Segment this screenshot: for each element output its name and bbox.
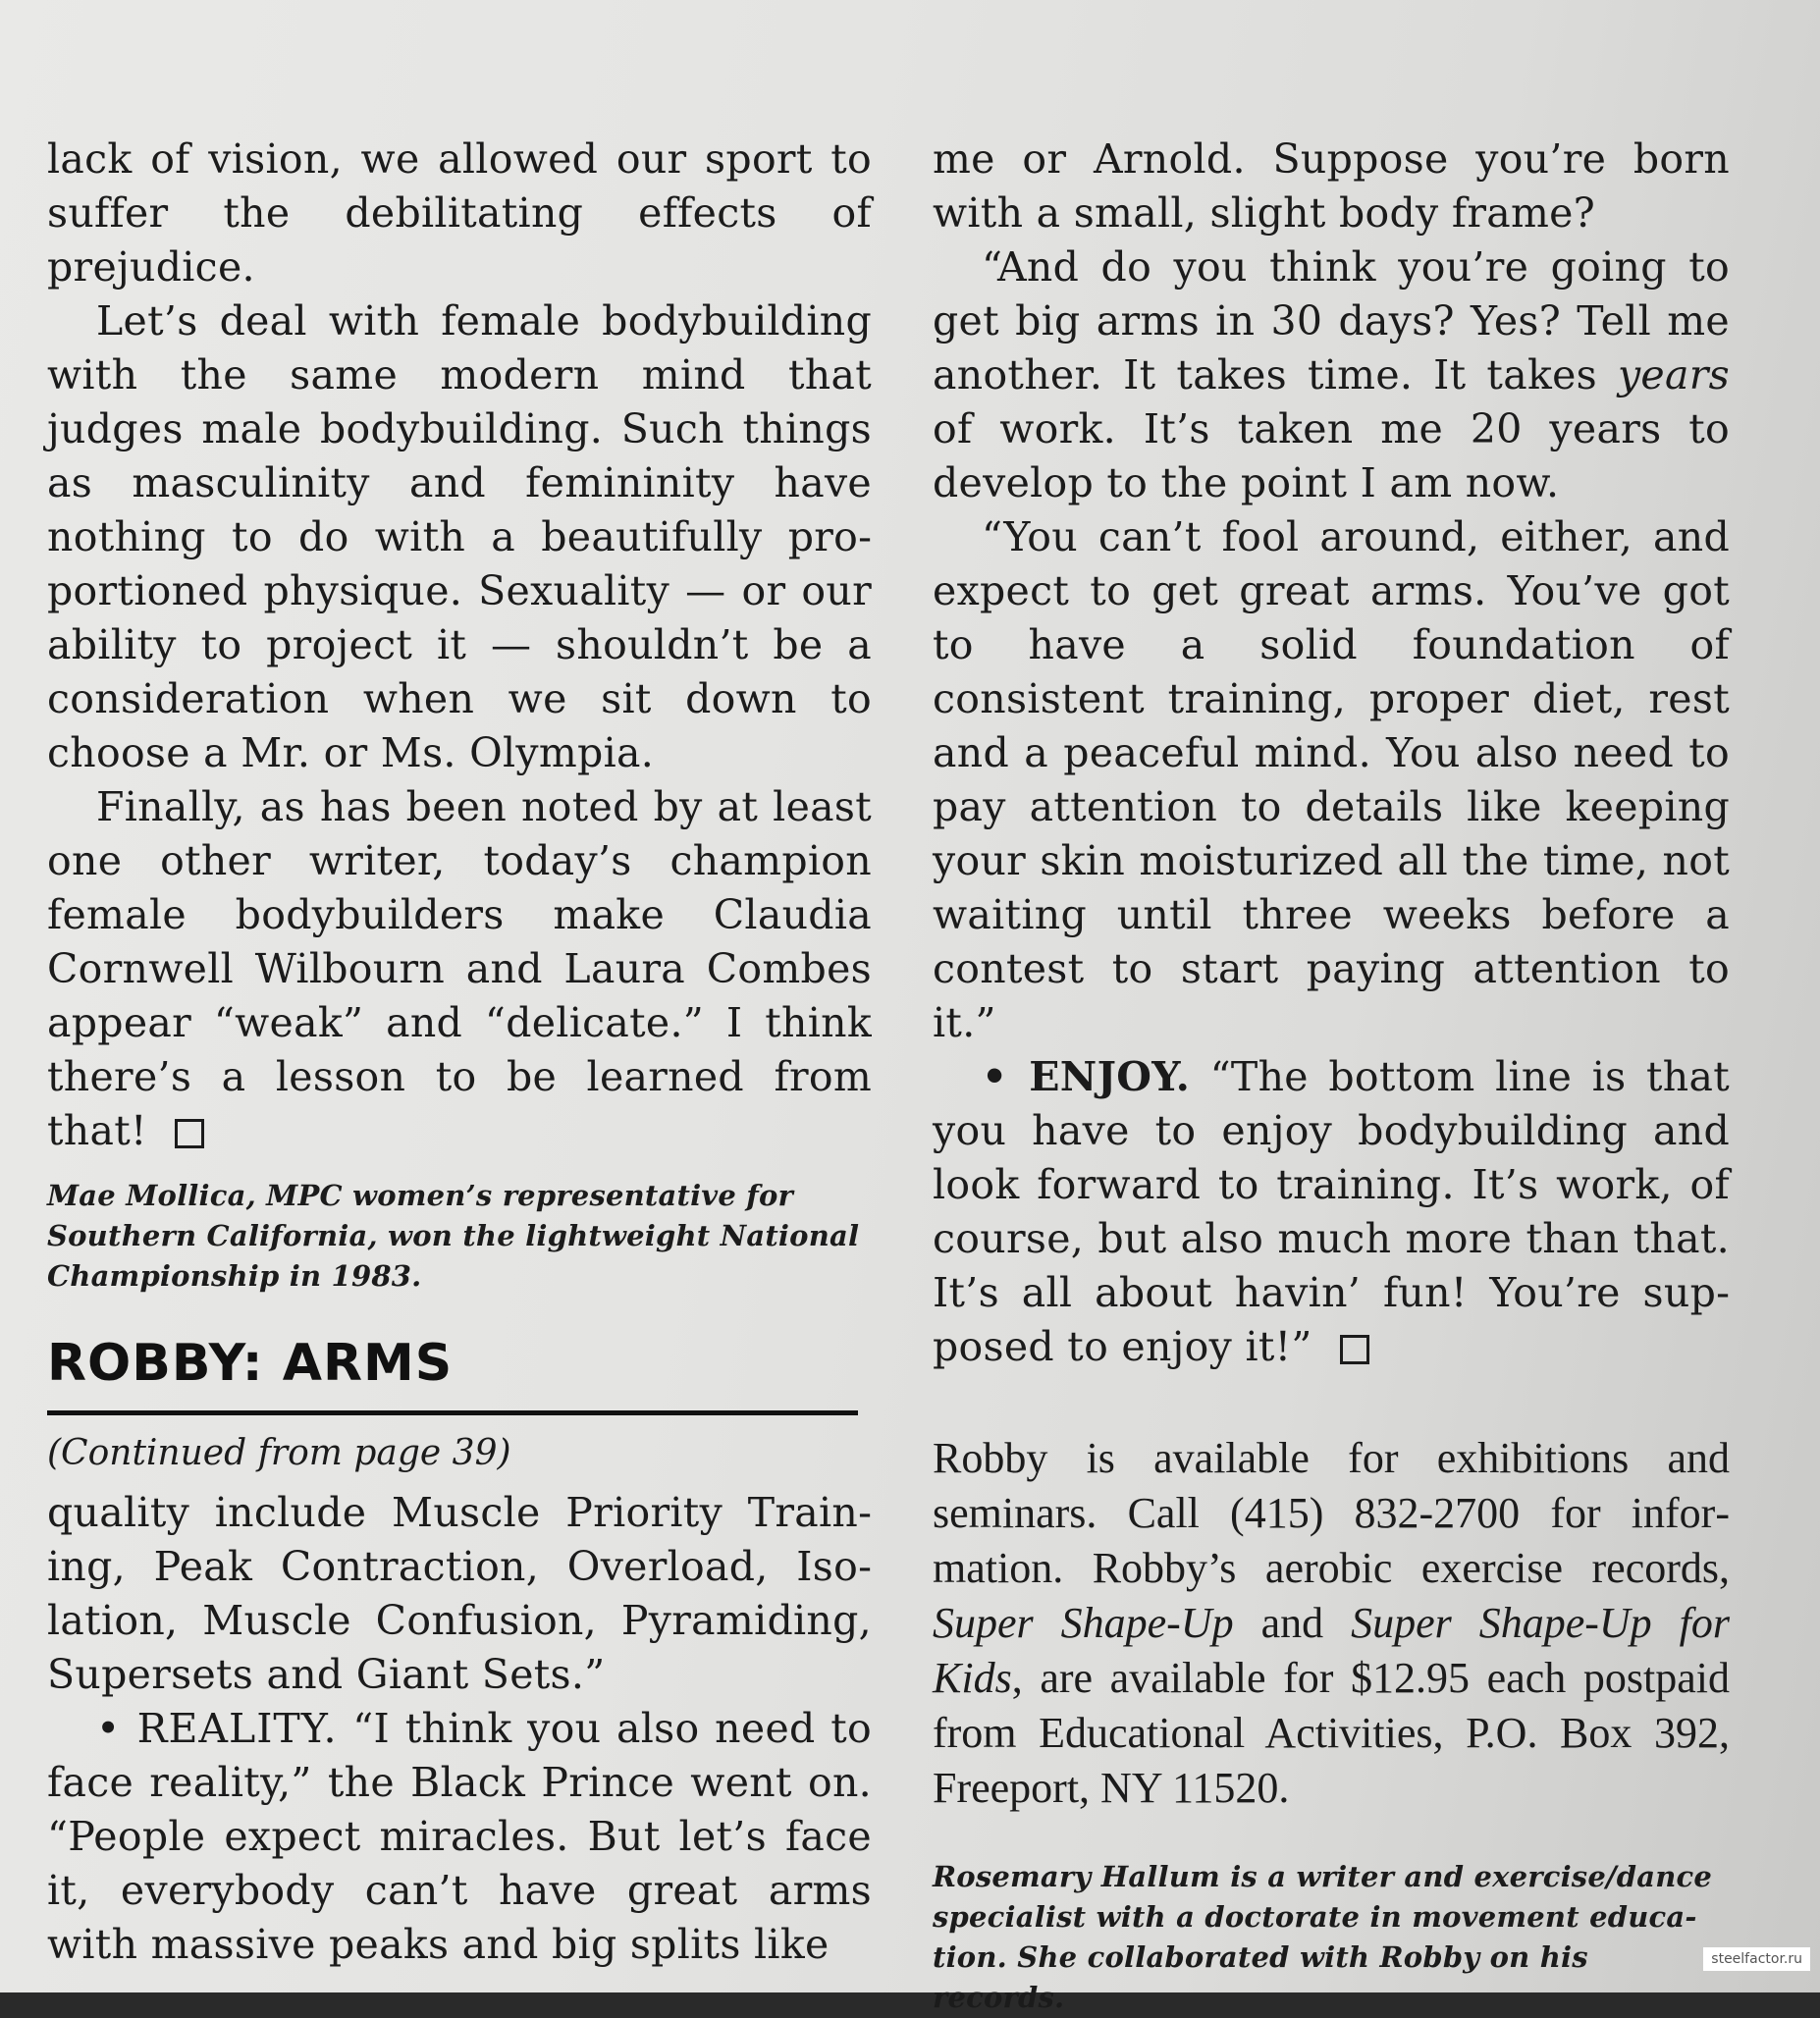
author-bio-mollica: Mae Mollica, MPC women’s representative for Southern California, won the lightweight National Championship in 1983. [47, 1179, 860, 1293]
reality-lead-in: • REALITY. [96, 1705, 338, 1752]
end-mark-icon [1340, 1335, 1369, 1364]
big-arms-text-end: of work. It’s taken me 20 years to develop to the point I am now. [933, 405, 1730, 506]
paragraph-training-principles: quality include Muscle Priority Training, Peak Contraction, Overload, Isolation, Muscle Confusion, Pyramiding, Supersets and Giant Sets.” [47, 1489, 872, 1698]
continued-from-note: (Continued from page 39) [47, 1433, 511, 1473]
availability-text-start: Robby is available for exhibitions and seminars. Call (415) 832-2700 for information. Robby’s aerobic exercise records, [933, 1434, 1730, 1592]
watermark: steelfactor.ru [1703, 1947, 1810, 1971]
author-bio-hallum: Rosemary Hallum is a writer and exercise/dance specialist with a doctorate in movement education. She collaborated with Robby on his records. [933, 1860, 1713, 2014]
record-title-super-shape-up-kids: Super Shape-Up for Kids [933, 1599, 1731, 1702]
availability-info [933, 1431, 1730, 1816]
enjoy-lead-in: • ENJOY. [982, 1053, 1191, 1100]
paragraph-big-arms [933, 240, 1730, 510]
emphasis-years: years [1617, 351, 1730, 398]
big-arms-text-start: “And do you think you’re going to get big arms in 30 days? Yes? Tell me another. It takes time. It takes [933, 243, 1730, 398]
paragraph-female-bodybuilding: Let’s deal with female bodybuilding with the same modern mind that judges male bodybuilding. Such things as masculinity and femininity have nothing to do with a beautifully proportioned physique. Sexuality — or our ability to project it — shouldn’t be a consideration when we sit down to choose a Mr. or Ms. Olympia. [47, 297, 872, 776]
paragraph-foundation: “You can’t fool around, either, and expect to get great arms. You’ve got to have a solid foundation of consistent training, proper diet, rest and a peaceful mind. You also need to pay attention to details like keeping your skin moisturized all the time, not waiting until three weeks before a contest to start paying attention to it.” [933, 513, 1730, 1046]
paragraph-enjoy [933, 1050, 1730, 1374]
availability-and: and [1260, 1599, 1324, 1647]
heading-divider [47, 1410, 858, 1415]
record-title-super-shape-up: Super Shape-Up [933, 1599, 1234, 1647]
paragraph-body-frame: me or Arnold. Suppose you’re born with a small, slight body frame? [933, 135, 1730, 237]
paragraph-reality-text: “I think you also need to face reality,” the Black Prince went on. “People expect miracles. But let’s face it, everybody can’t have great arms with massive peaks and big splits like [47, 1705, 873, 1968]
availability-text-end: , are available for $12.95 each postpaid from Educational Activities, P.O. Box 392, Freeport, NY 11520. [933, 1654, 1730, 1812]
paragraph-prejudice: lack of vision, we allowed our sport to suffer the debilitating effects of prejudice. [47, 135, 872, 291]
right-column [933, 133, 1730, 2018]
end-mark-icon [175, 1119, 204, 1148]
paragraph-finally-text: Finally, as has been noted by at least one other writer, today’s champion female bodybuilders make Claudia Cornwell Wilbourn and Laura Combes appear “weak” and “delicate.” I think there’s a lesson to be learned from that! [47, 783, 872, 1154]
paragraph-enjoy-text: “The bottom line is that you have to enjoy bodybuilding and look forward to training. It’s work, of course, but also much more than that. It’s all about havin’ fun! You’re supposed to enjoy it!” [933, 1053, 1730, 1370]
paragraph-reality [47, 1702, 872, 1972]
paragraph-finally [47, 780, 872, 1158]
section-heading-robby-arms: ROBBY: ARMS [47, 1334, 454, 1393]
left-column [47, 133, 872, 1972]
